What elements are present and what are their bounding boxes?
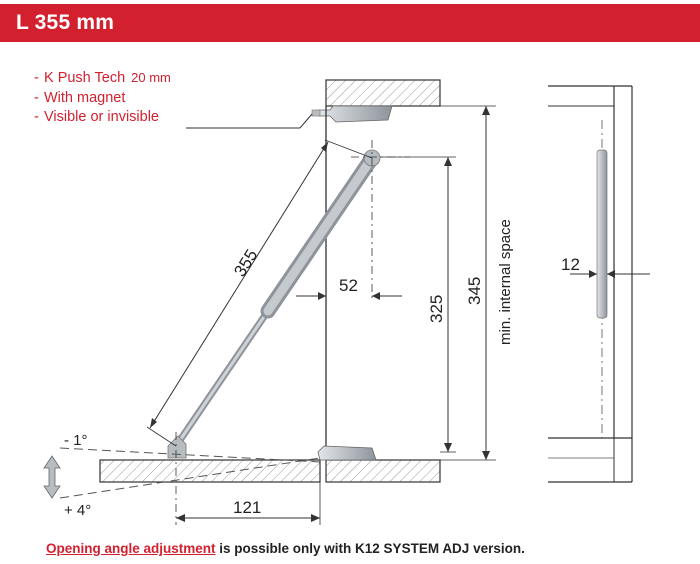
- feature-text: K Push Tech: [44, 70, 126, 86]
- angle-adjustment-link[interactable]: Opening angle adjustment: [46, 541, 216, 556]
- dim-label-345: 345: [465, 276, 484, 305]
- dimension-52: [296, 276, 402, 300]
- footnote-text: is possible only with K12 SYSTEM ADJ version.: [215, 541, 525, 556]
- feature-item-push-tech: - K Push Tech 20 mm: [34, 70, 171, 86]
- angle-arrow-icon: [44, 456, 60, 498]
- dim-label-325: 325: [427, 294, 446, 323]
- internal-space-label: min. internal space: [497, 219, 514, 345]
- push-tech-device: [312, 106, 392, 122]
- dimension-121: [176, 482, 320, 525]
- angle-max-label: + 4°: [64, 502, 92, 519]
- feature-text: Visible or invisible: [44, 109, 159, 125]
- bottom-panel: [100, 460, 440, 482]
- feature-item-magnet: - With magnet: [34, 89, 126, 106]
- leader-line-diag: [300, 114, 312, 128]
- dim-label-12: 12: [561, 255, 580, 274]
- angle-min-label: - 1°: [64, 432, 88, 449]
- page-title: L 355 mm: [16, 11, 115, 34]
- gas-piston: [168, 150, 380, 458]
- footnote: [46, 541, 525, 556]
- feature-text: With magnet: [44, 89, 126, 106]
- bottom-device: [318, 446, 376, 460]
- feature-item-visibility: - Visible or invisible: [34, 109, 159, 125]
- dim-label-121: 121: [233, 498, 262, 517]
- dim-label-355: 355: [230, 245, 262, 281]
- feature-size: 20 mm: [131, 70, 171, 85]
- side-view: [548, 86, 650, 482]
- dim-label-52: 52: [339, 276, 358, 295]
- dimension-345: [440, 106, 514, 460]
- dimension-325: [380, 157, 456, 452]
- top-panel: [326, 80, 440, 106]
